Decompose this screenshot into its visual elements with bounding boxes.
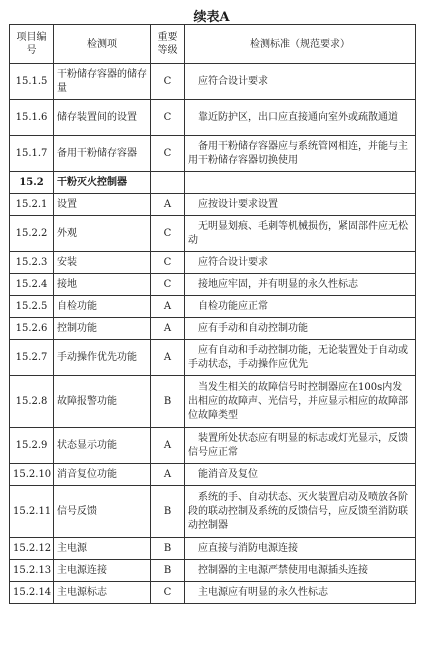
cell-standard: 装置所处状态应有明显的标志或灯光显示，反馈信号应正常 xyxy=(185,428,416,464)
cell-grade: B xyxy=(151,376,185,428)
cell-no: 15.2.13 xyxy=(10,560,54,582)
cell-item: 安装 xyxy=(54,252,151,274)
cell-item: 状态显示功能 xyxy=(54,428,151,464)
cell-no: 15.2.8 xyxy=(10,376,54,428)
cell-grade: C xyxy=(151,274,185,296)
table-row xyxy=(10,318,416,340)
cell-no: 15.1.5 xyxy=(10,64,54,100)
table-row xyxy=(10,296,416,318)
cell-item: 备用干粉储存容器 xyxy=(54,136,151,172)
table-row xyxy=(10,560,416,582)
cell-grade: A xyxy=(151,340,185,376)
cell-grade: A xyxy=(151,296,185,318)
table-row xyxy=(10,428,416,464)
cell-grade: C xyxy=(151,216,185,252)
cell-item: 手动操作优先功能 xyxy=(54,340,151,376)
cell-no: 15.2.12 xyxy=(10,538,54,560)
cell-no: 15.2.6 xyxy=(10,318,54,340)
table-row xyxy=(10,464,416,486)
cell-grade: C xyxy=(151,100,185,136)
cell-no: 15.2.3 xyxy=(10,252,54,274)
cell-standard: 备用干粉储存容器应与系统管网相连，并能与主用干粉储存容器切换使用 xyxy=(185,136,416,172)
cell-item: 自检功能 xyxy=(54,296,151,318)
cell-standard: 自检功能应正常 xyxy=(185,296,416,318)
cell-standard: 应有手动和自动控制功能 xyxy=(185,318,416,340)
cell-grade: C xyxy=(151,136,185,172)
table-row xyxy=(10,64,416,100)
cell-no: 15.2.14 xyxy=(10,582,54,604)
cell-grade: A xyxy=(151,318,185,340)
cell-no: 15.2.4 xyxy=(10,274,54,296)
cell-item: 控制功能 xyxy=(54,318,151,340)
cell-no: 15.2 xyxy=(10,172,54,194)
cell-grade xyxy=(151,172,185,194)
cell-no: 15.2.1 xyxy=(10,194,54,216)
cell-standard: 应直接与消防电源连接 xyxy=(185,538,416,560)
cell-no: 15.2.5 xyxy=(10,296,54,318)
cell-standard: 能消音及复位 xyxy=(185,464,416,486)
table-row xyxy=(10,194,416,216)
table-row xyxy=(10,216,416,252)
cell-standard: 应按设计要求设置 xyxy=(185,194,416,216)
cell-no: 15.2.10 xyxy=(10,464,54,486)
cell-item: 信号反馈 xyxy=(54,486,151,538)
cell-standard: 接地应牢固，并有明显的永久性标志 xyxy=(185,274,416,296)
cell-grade: C xyxy=(151,252,185,274)
cell-standard: 系统的手、自动状态、灭火装置启动及喷放各阶段的联动控制及系统的反馈信号，应反馈至消防联动控制器 xyxy=(185,486,416,538)
table-row xyxy=(10,376,416,428)
cell-item: 主电源连接 xyxy=(54,560,151,582)
cell-standard: 应有自动和手动控制功能，无论装置处于自动或手动状态，手动操作应优先 xyxy=(185,340,416,376)
header-grade: 重要等级 xyxy=(151,25,185,64)
table-row xyxy=(10,486,416,538)
cell-item: 干粉灭火控制器 xyxy=(54,172,151,194)
cell-item: 储存装置间的设置 xyxy=(54,100,151,136)
cell-standard: 靠近防护区，出口应直接通向室外或疏散通道 xyxy=(185,100,416,136)
cell-grade: C xyxy=(151,64,185,100)
cell-item: 外观 xyxy=(54,216,151,252)
cell-standard: 控制器的主电源严禁使用电源插头连接 xyxy=(185,560,416,582)
cell-no: 15.2.11 xyxy=(10,486,54,538)
cell-grade: A xyxy=(151,428,185,464)
cell-item: 故障报警功能 xyxy=(54,376,151,428)
cell-no: 15.2.9 xyxy=(10,428,54,464)
cell-no: 15.2.2 xyxy=(10,216,54,252)
header-standard: 检测标准（规范要求） xyxy=(185,25,416,64)
header-no: 项目编号 xyxy=(10,25,54,64)
cell-item: 设置 xyxy=(54,194,151,216)
cell-item: 接地 xyxy=(54,274,151,296)
page-title: 续表A xyxy=(193,10,230,25)
table-row xyxy=(10,136,416,172)
cell-no: 15.2.7 xyxy=(10,340,54,376)
cell-item: 干粉储存容器的储存量 xyxy=(54,64,151,100)
cell-standard xyxy=(185,172,416,194)
header-item: 检测项 xyxy=(54,25,151,64)
cell-standard: 主电源应有明显的永久性标志 xyxy=(185,582,416,604)
cell-standard: 应符合设计要求 xyxy=(185,64,416,100)
cell-grade: A xyxy=(151,464,185,486)
table-row xyxy=(10,582,416,604)
table-section-row xyxy=(10,172,416,194)
table-header-row xyxy=(10,25,416,64)
cell-standard: 无明显划痕、毛刺等机械损伤，紧固部件应无松动 xyxy=(185,216,416,252)
table-row xyxy=(10,340,416,376)
cell-grade: B xyxy=(151,538,185,560)
cell-item: 主电源标志 xyxy=(54,582,151,604)
cell-grade: C xyxy=(151,582,185,604)
cell-standard: 应符合设计要求 xyxy=(185,252,416,274)
cell-grade: B xyxy=(151,486,185,538)
cell-item: 消音复位功能 xyxy=(54,464,151,486)
inspection-table xyxy=(9,24,416,604)
cell-grade: A xyxy=(151,194,185,216)
cell-standard: 当发生相关的故障信号时控制器应在100s内发出相应的故障声、光信号，并应显示相应的故障部位故障类型 xyxy=(185,376,416,428)
cell-no: 15.1.6 xyxy=(10,100,54,136)
cell-no: 15.1.7 xyxy=(10,136,54,172)
table-row xyxy=(10,100,416,136)
table-row xyxy=(10,538,416,560)
cell-grade: B xyxy=(151,560,185,582)
table-row xyxy=(10,252,416,274)
cell-item: 主电源 xyxy=(54,538,151,560)
table-row xyxy=(10,274,416,296)
